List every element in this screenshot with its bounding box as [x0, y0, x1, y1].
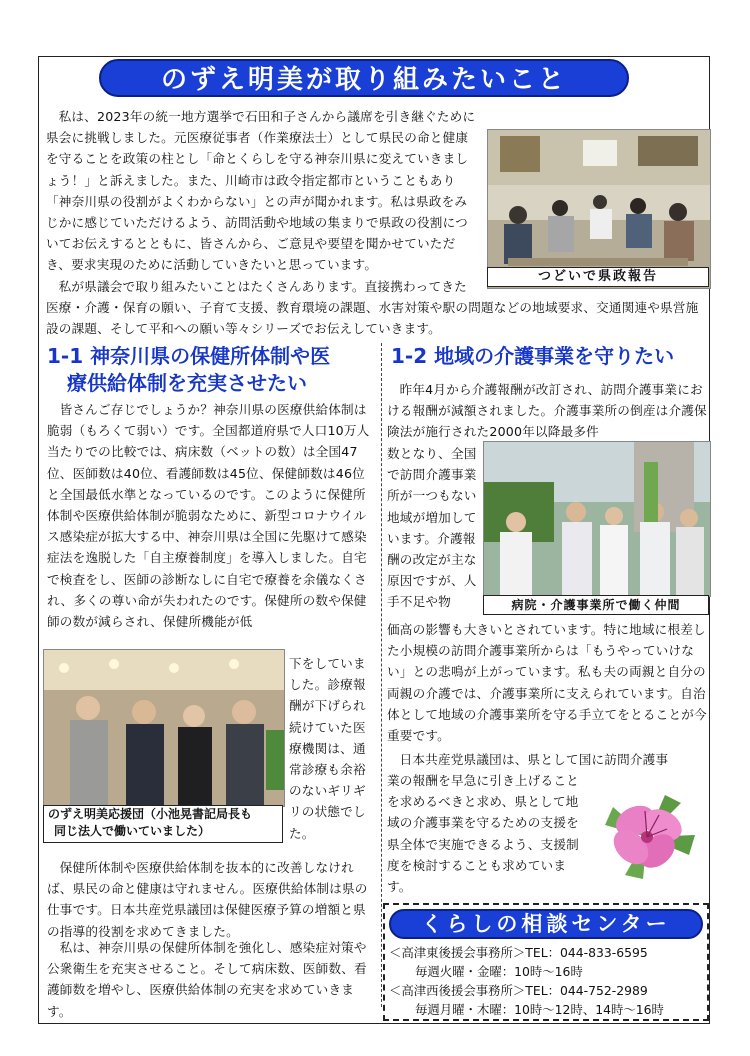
supporters-caption-line1: のずえ明美応援団（小池晃書記局長も: [48, 807, 253, 821]
takatsu-west-office: ＜高津西後援会事務所＞TEL：044-752-2989: [389, 983, 648, 998]
section2-paragraph-1-narrow: 数となり、全国で訪問介護事業所が一つもない地域が増加しています。介護報酬の改定が主な原因ですが、人手不足や物: [387, 446, 477, 610]
section1-paragraph-1-right: 下をしていました。診療報酬が下げられ続けていた医療機関は、通常診療も余裕のないギリギリの状態でした。: [289, 656, 366, 841]
section2-paragraph-1-full: 昨年4月から介護報酬が改訂され、訪問介護事業における報酬が減額されました。介護事業所の倒産は介護保険法が施行された2000年以降最多件: [387, 382, 707, 440]
care-workers-photo: [483, 441, 711, 597]
takatsu-east-hours: 毎週火曜・金曜：10時～16時: [415, 964, 583, 979]
section1-paragraph-3: 私は、神奈川県の保健所体制を強化し、感染症対策や公衆衛生を充実させること。そして病床数、医師数、看護師数を増やし、医療供給体制の充実を求めていきます。: [47, 940, 367, 1019]
flower-icon: [585, 775, 709, 899]
section1-heading: [47, 343, 377, 397]
section2-paragraph-1-rest: 価高の影響も大きいとされています。特に地域に根差した小規模の訪問介護事業所からは「もうやっていけない」との悲鳴が上がっています。私も夫の両親と自分の両親の介護では、介護事業所に支えられています。自治体として地域の介護事業所を守る手立てをとることが今重要です。: [387, 622, 707, 744]
meeting-photo-caption: つどいで県政報告: [487, 267, 709, 287]
care-workers-photo-caption: 病院・介護事業所で働く仲間: [483, 595, 709, 615]
page-title: のずえ明美が取り組みたいこと: [99, 59, 629, 97]
section1-heading-line2: 療供給体制を充実させたい: [67, 371, 307, 395]
supporters-photo-caption: [43, 805, 283, 843]
consultation-center-box: [383, 903, 709, 1021]
section1-heading-line1: 1-1 神奈川県の保健所体制や医: [47, 344, 331, 368]
takatsu-east-office: ＜高津東後援会事務所＞TEL：044-833-6595: [389, 945, 648, 960]
section2-paragraph-2-narrow: 業の報酬を早急に引き上げることを求めるべきと求め、県として地域の介護事業を守るための支援を県全体で実施できるよう、支援制度を検討することも求めています。: [387, 773, 579, 895]
supporters-illustration: [44, 650, 284, 806]
section1-paragraph-1: 皆さんご存じでしょうか？神奈川県の医療供給体制は脆弱（もろくて弱い）です。全国都道府県で人口10万人当たりでの比較では、病床数（ベットの数）は全国47位、医師数は40位、看護師数は45位、保健師数は46位と全国最低水準となっているのです。このように保健所体制や医療供給体制が脆弱なために、新型コロナウイルス感染症が拡大する中、神奈川県は全国に先駆けて感染症法を逸脱した「自主療養制度」を導入しました。自宅で検査をし、医師の診断なしに自宅で療養を余儀なくされ、多くの尊い命が失われたのです。保健所の数や保健師の数が減らされ、保健所機能が低: [47, 402, 370, 630]
section1-paragraph-2: 保健所体制や医療供給体制を抜本的に改善しなければ、県民の命と健康は守れません。医療供給体制は県の仕事です。日本共産党県議団は保健医療予算の増額と県の指導的役割を求めてきました。: [47, 860, 368, 939]
takatsu-west-hours: 毎週月曜・木曜：10時～12時、14時～16時: [415, 1002, 664, 1017]
intro-paragraph-2: 私が県議会で取り組みたいことはたくさんあります。直接携わってきた医療・介護・保育の願い、子育て支援、教育環境の課題、水害対策や駅の問題などの地域要求、交通関連や県営施設の課題、そして平和への願い等々シリーズでお伝えしていきます。: [46, 278, 699, 337]
section2-heading: 1-2 地域の介護事業を守りたい: [391, 344, 675, 368]
intro-photo-spacer: [478, 126, 706, 288]
azalea-flower-image: [585, 775, 709, 899]
care-workers-illustration: [484, 442, 710, 596]
section2-paragraph-2-full: 日本共産党県議団は、県として国に訪問介護事: [399, 752, 669, 767]
consultation-center-title: くらしの相談センター: [389, 909, 703, 939]
intro-block: [46, 106, 706, 339]
column-divider: [381, 343, 382, 1007]
supporters-caption-line2: 同じ法人で働いていました）: [54, 824, 211, 838]
supporters-photo: [43, 649, 285, 807]
intro-paragraph-1-flow: 私は、2023年の統一地方選挙で石田和子さんから議席を引き継ぐために県会に挑戦しました。元医療従事者（作業療法士）として県民の命と健康を守ることを政策の柱とし「命とくらしを守る神奈川県に変えていきましょう！」と訴えました。また、川崎市は政令指定都市ということもあり「神奈川県の役割がよくわからない」との声が聞かれます。私は県政をみじかに感じていただけるよう、訪問活動や地域の集まりで県政の役割についてお伝えするとともに、皆さんから、ご意見や要望を聞かせていただき、要求実現のために活動していきたいと思っています。: [46, 109, 476, 273]
